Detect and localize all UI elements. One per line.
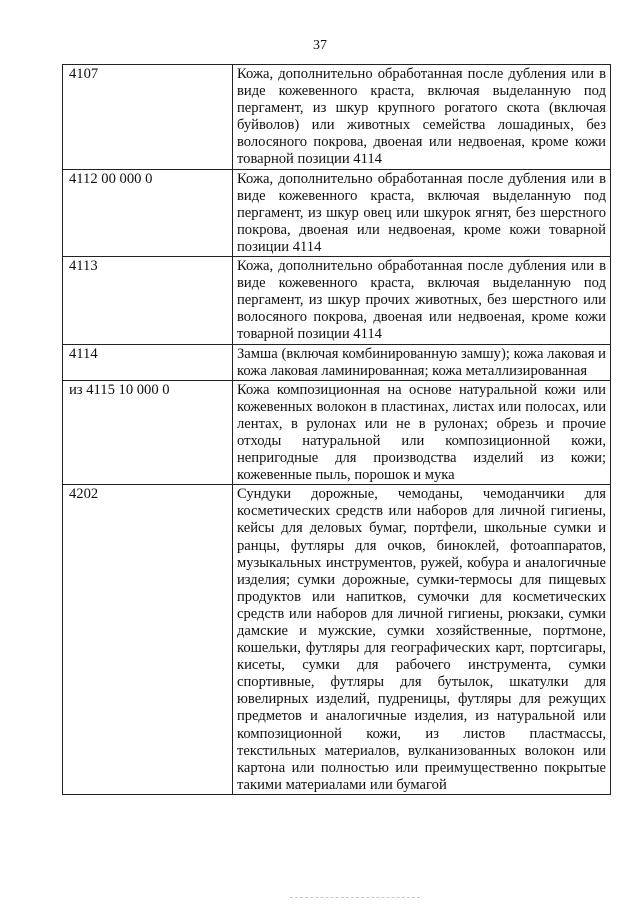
- code-cell: 4107: [63, 65, 233, 170]
- description-cell: Сундуки дорожные, чемоданы, чемоданчики для косметических средств или наборов для личной гигиены, кейсы для деловых бумаг, портфели, школьные сумки и ранцы, футляры для очков, биноклей, фотоаппаратов, музыкальных инструментов, ружей, кобура и аналогичные изделия; сумки дорожные, сумки-термосы для пищевых продуктов или напитков, сумочки для косметических средств или наборов для личной гигиены, рюкзаки, сумки дамские и мужские, сумки хозяйственные, портмоне, кошельки, футляры для географических карт, портсигары, кисеты, сумки для рабочего инструмента, сумки спортивные, футляры для бутылок, шкатулки для ювелирных изделий, пудреницы, футляры для режущих предметов и аналогичные изделия, из натуральной или композиционной кожи, из листов пластмассы, текстильных материалов, вулканизованных волокон или картона или полностью или преимущественно покрытые такими материалами или бумагой: [233, 485, 611, 795]
- page-number: 37: [313, 38, 327, 53]
- scan-artifact-line: [290, 897, 420, 899]
- code-cell: 4114: [63, 344, 233, 380]
- table-row: [63, 380, 611, 485]
- code-cell: из 4115 10 000 0: [63, 380, 233, 485]
- table-row: [63, 169, 611, 256]
- table-row: [63, 257, 611, 344]
- code-cell: 4112 00 000 0: [63, 169, 233, 256]
- description-cell: Кожа, дополнительно обработанная после дубления или в виде кожевенного краста, включая выделанную под пергамент, из шкур прочих животных, без шерстного или волосяного покрова, двоеная или недвоеная, кроме кожи товарной позиции 4114: [233, 257, 611, 344]
- table-row: [63, 65, 611, 170]
- table-row: [63, 485, 611, 795]
- description-cell: Кожа, дополнительно обработанная после дубления или в виде кожевенного краста, включая выделанную под пергамент, из шкур овец или шкурок ягнят, без шерстного покрова, двоеная или недвоеная, кроме кожи товарной позиции 4114: [233, 169, 611, 256]
- code-cell: 4113: [63, 257, 233, 344]
- description-cell: Кожа композиционная на основе натуральной кожи или кожевенных волокон в пластинах, листах или полосах, или лентах, в рулонах или не в рулонах; обрезь и прочие отходы натуральной или композиционной кожи, непригодные для производства изделий из кожи; кожевенные пыль, порошок и мука: [233, 380, 611, 485]
- code-cell: 4202: [63, 485, 233, 795]
- description-cell: Кожа, дополнительно обработанная после дубления или в виде кожевенного краста, включая выделанную под пергамент, из шкур крупного рогатого скота (включая буйволов) или животных семейства лошадиных, без волосяного покрова, двоеная или недвоеная, кроме кожи товарной позиции 4114: [233, 65, 611, 170]
- table-row: [63, 344, 611, 380]
- description-cell: Замша (включая комбинированную замшу); кожа лаковая и кожа лаковая ламинированная; кожа металлизированная: [233, 344, 611, 380]
- commodity-code-table: [62, 64, 611, 795]
